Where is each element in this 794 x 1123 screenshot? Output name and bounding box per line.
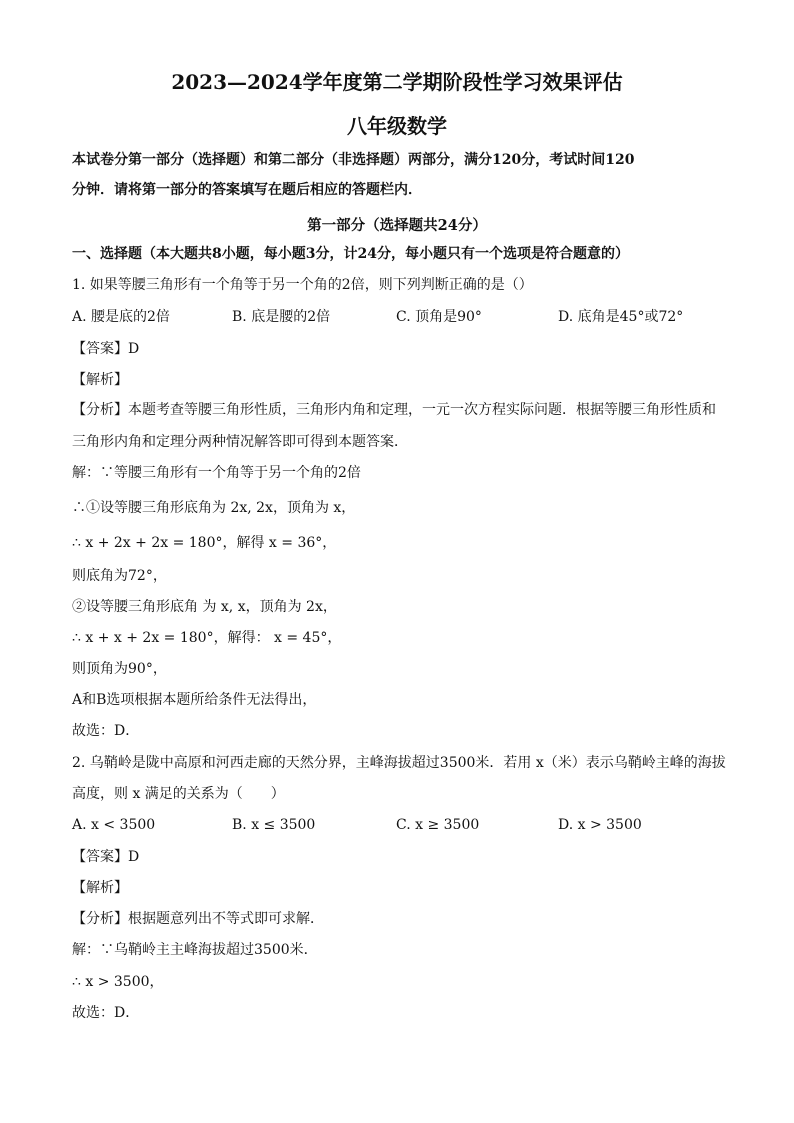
q1-solution-line-1: 解：∵等腰三角形有一个角等于另一个角的2倍 [72, 465, 361, 481]
question-2-stem-2: 高度，则 x 满足的关系为（ ） [72, 786, 285, 802]
instructions-line-1: 本试卷分第一部分（选择题）和第二部分（非选择题）两部分，满分120分，考试时间120 [72, 152, 635, 168]
question-2-stem-1: 2. 乌鞘岭是陇中高原和河西走廊的天然分界，主峰海拔超过3500米．若用 x（米）表示乌鞘岭主峰的海拔 [72, 755, 726, 771]
q1-explanation-2: 三角形内角和定理分两种情况解答即可得到本题答案． [72, 434, 408, 450]
q1-answer: 【答案】D [72, 341, 140, 357]
part-heading: 第一部分（选择题共24分） [307, 217, 487, 234]
q2-option-a: A. x < 3500 [72, 817, 156, 833]
q1-explanation-1: 【分析】本题考查等腰三角形性质，三角形内角和定理，一元一次方程实际问题．根据等腰三角形性质和 [72, 402, 716, 418]
instructions-line-2: 分钟．请将第一部分的答案填写在题后相应的答题栏内． [72, 182, 422, 198]
q1-solution-line-2: ∴①设等腰三角形底角为 2x, 2x，顶角为 x， [72, 500, 356, 516]
q1-solution-line-4: 则底角为72°， [72, 568, 167, 584]
q2-option-c: C. x ≥ 3500 [396, 817, 480, 833]
q1-solution-line-9: 故选：D． [72, 723, 140, 739]
q1-solution-line-5: ②设等腰三角形底角 为 x, x，顶角为 2x， [72, 599, 337, 615]
q1-option-b: B. 底是腰的2倍 [232, 309, 331, 325]
q1-option-c: C. 顶角是90° [396, 309, 482, 325]
q2-answer: 【答案】D [72, 849, 140, 865]
q2-explanation-1: 【分析】根据题意列出不等式即可求解． [72, 911, 324, 927]
q1-solution-line-3: ∴ x + 2x + 2x = 180°，解得 x = 36°， [72, 535, 337, 551]
q2-option-b: B. x ≤ 3500 [232, 817, 316, 833]
q1-solution-line-8: A和B选项根据本题所给条件无法得出， [72, 692, 317, 708]
q2-solution-line-2: ∴ x > 3500， [72, 974, 164, 990]
document-title: 2023—2024学年度第二学期阶段性学习效果评估 [171, 70, 623, 94]
q1-analysis-label: 【解析】 [72, 372, 128, 388]
q2-solution-line-3: 故选：D． [72, 1005, 140, 1021]
q2-solution-line-1: 解：∵乌鞘岭主主峰海拔超过3500米． [72, 942, 318, 958]
q1-solution-line-7: 则顶角为90°， [72, 661, 167, 677]
q2-option-d: D. x > 3500 [558, 817, 642, 833]
question-1-stem: 1. 如果等腰三角形有一个角等于另一个角的2倍，则下列判断正确的是（） [72, 277, 533, 293]
q1-option-a: A. 腰是底的2倍 [72, 309, 170, 325]
section-heading: 一、选择题（本大题共8小题，每小题3分，计24分，每小题只有一个选项是符合题意的） [72, 246, 629, 262]
q1-solution-line-6: ∴ x + x + 2x = 180°，解得： x = 45°， [72, 630, 342, 646]
q2-analysis-label: 【解析】 [72, 880, 128, 896]
q1-option-d: D. 底角是45°或72° [558, 309, 684, 325]
document-subtitle: 八年级数学 [347, 114, 447, 138]
